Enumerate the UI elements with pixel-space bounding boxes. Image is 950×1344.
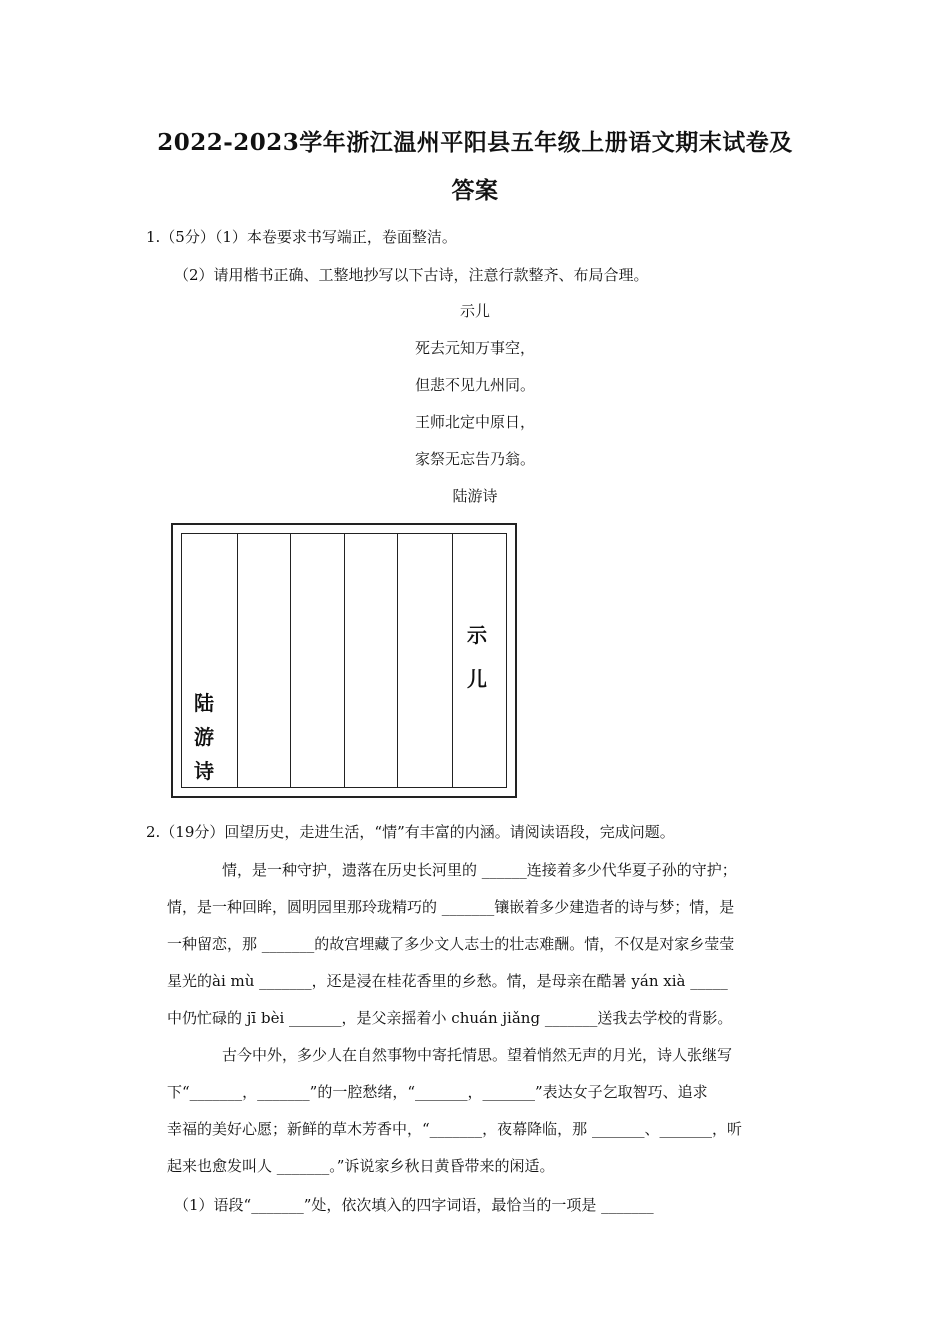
- grid-title-char: 儿: [467, 667, 487, 691]
- poem-title: 示儿: [459, 302, 490, 320]
- q1-instruction: 1.（5分）（1）本卷要求书写端正，卷面整洁。: [146, 228, 457, 246]
- grid-column: [398, 534, 453, 787]
- q2-para2-line: 下“_______，_______”的一腔愁绪，“_______，_______”表达女子乞取智巧、追求: [167, 1083, 708, 1101]
- q2-para1-line: 情，是一种守护，遗落在历史长河里的 ______连接着多少代华夏子孙的守护；: [222, 861, 737, 879]
- q2-sub1: （1）语段“_______”处，依次填入的四字词语，最恰当的一项是 _______: [174, 1196, 654, 1214]
- q2-para2-line: 幸福的美好心愿；新鲜的草木芳香中，“_______，夜幕降临，那 _______、_______，听: [167, 1120, 742, 1138]
- q2-para2-line: 古今中外，多少人在自然事物中寄托情思。望着悄然无声的月光，诗人张继写: [222, 1046, 733, 1064]
- q2-para1-line: 情，是一种回眸，圆明园里那玲珑精巧的 _______镶嵌着多少建造者的诗与梦；情，是: [167, 898, 735, 916]
- q2-para1-line: 一种留恋，那 _______的故宫埋藏了多少文人志士的壮志难酬。情，不仅是对家乡莹莹: [167, 935, 735, 953]
- poem-line: 但悲不见九州同。: [414, 376, 535, 394]
- poem-author: 陆游诗: [452, 487, 498, 505]
- q2-para2-line: 起来也愈发叫人 _______。”诉说家乡秋日黄昏带来的闲适。: [167, 1157, 555, 1175]
- grid-author-char: 游: [194, 725, 214, 749]
- grid-column: [345, 534, 398, 787]
- poem-line: 死去元知万事空，: [414, 339, 535, 357]
- grid-column: [291, 534, 345, 787]
- poem-line: 王师北定中原日，: [414, 413, 535, 431]
- grid-author-char: 陆: [194, 691, 214, 715]
- q2-para1-line: 中仍忙碌的 jī bèi _______，是父亲摇着小 chuán jiǎng _______送我去学校的背影。: [167, 1009, 733, 1027]
- grid-column-author: [182, 534, 238, 787]
- q1-subinstruction: （2）请用楷书正确、工整地抄写以下古诗，注意行款整齐、布局合理。: [174, 266, 649, 284]
- poem-line: 家祭无忘告乃翁。: [414, 450, 535, 468]
- doc-title-line-2: 答案: [451, 177, 499, 204]
- q2-para1-line: 星光的ài mù _______，还是浸在桂花香里的乡愁。情，是母亲在酷暑 yán xià _____: [167, 972, 728, 990]
- grid-column: [238, 534, 291, 787]
- doc-title-line-1: 2022-2023学年浙江温州平阳县五年级上册语文期末试卷及: [157, 129, 793, 156]
- grid-column-title: [453, 534, 506, 787]
- grid-title-char: 示: [467, 623, 487, 647]
- copy-grid: [171, 523, 517, 798]
- grid-author-char: 诗: [194, 759, 214, 783]
- copy-grid-inner: [181, 533, 507, 788]
- q2-header: 2.（19分）回望历史，走进生活，“情”有丰富的内涵。请阅读语段，完成问题。: [146, 823, 675, 841]
